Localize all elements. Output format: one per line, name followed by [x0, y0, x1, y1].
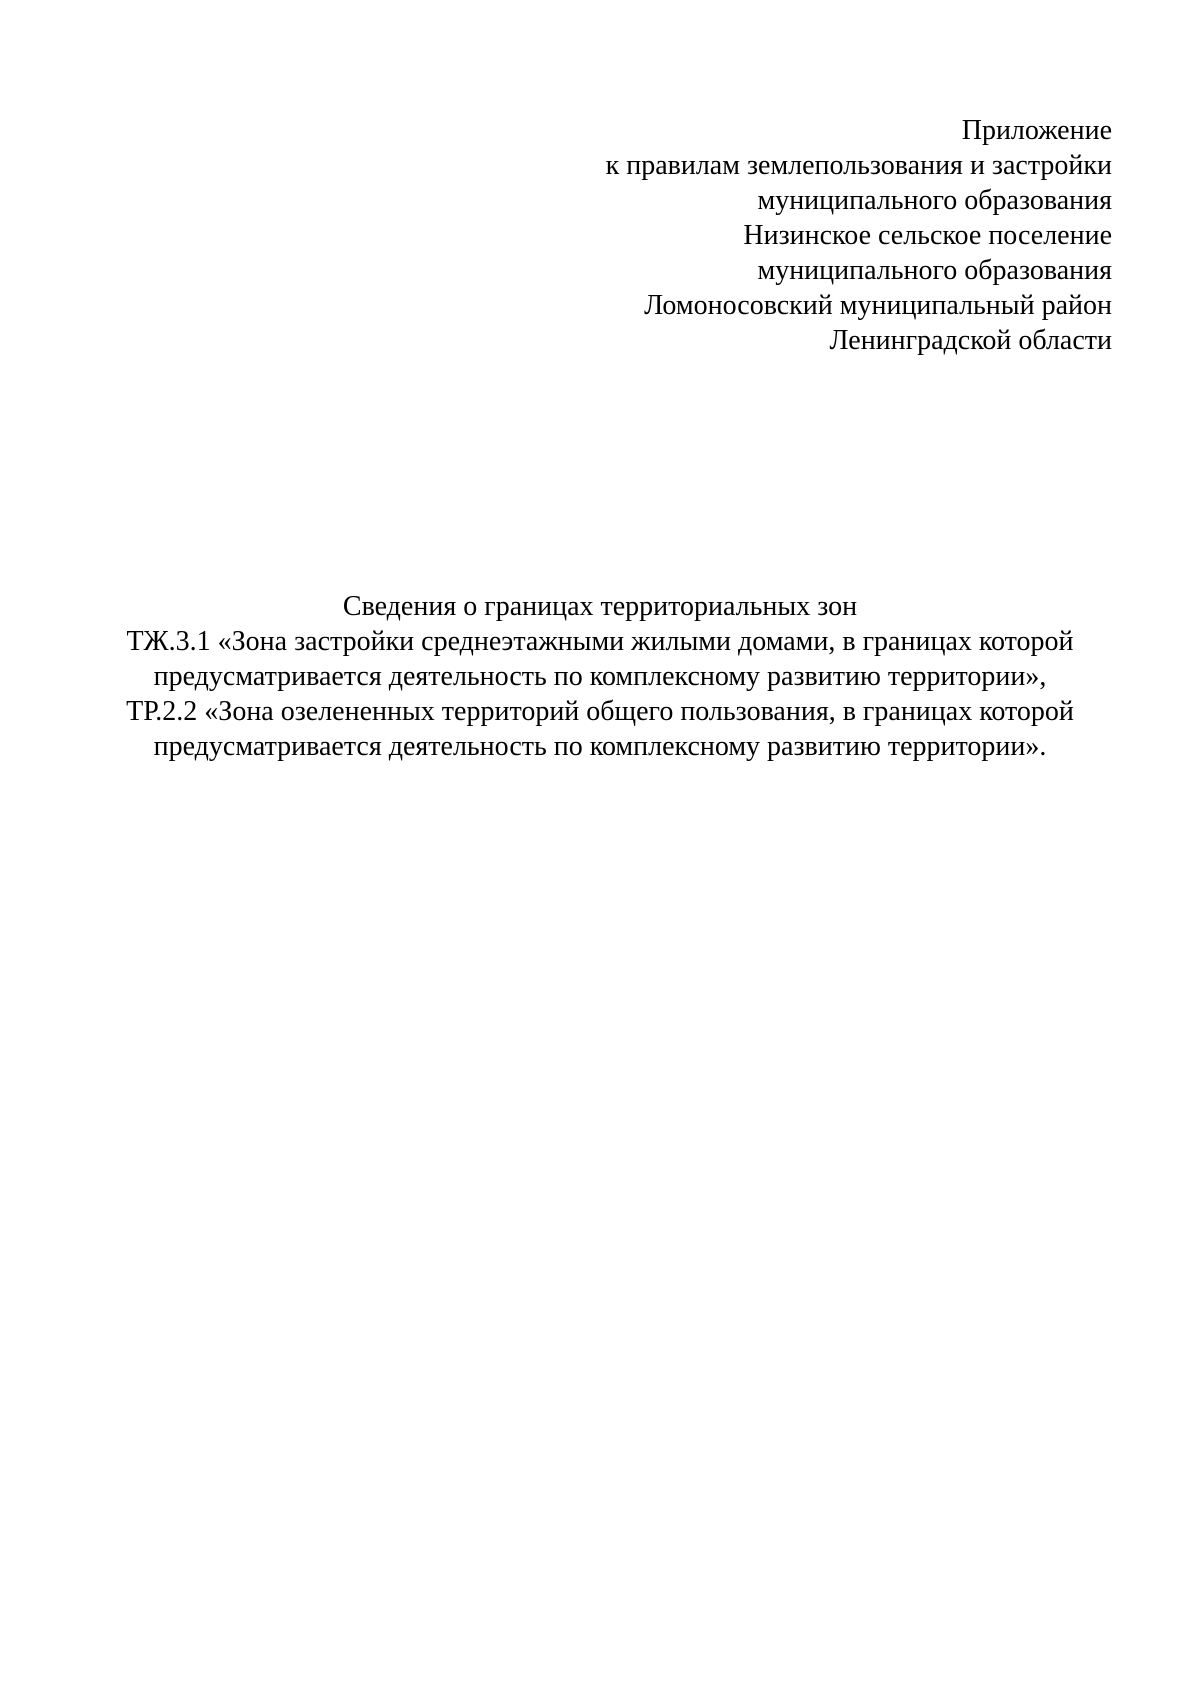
title-line: ТР.2.2 «Зона озелененных территорий общего пользования, в границах которой	[126, 696, 1074, 727]
title-line: ТЖ.3.1 «Зона застройки среднеэтажными жилыми домами, в границах которой	[126, 626, 1074, 657]
title-line: предусматривается деятельность по комплексному развитию территории».	[153, 731, 1047, 762]
title-heading: Сведения о границах территориальных зон	[342, 591, 858, 622]
appendix-header	[412, 113, 1112, 358]
appendix-line: муниципального образования	[757, 185, 1112, 216]
document-title	[0, 589, 1200, 764]
appendix-line: Ломоносовский муниципальный район	[644, 290, 1112, 321]
title-line: предусматривается деятельность по комплексному развитию территории»,	[153, 661, 1047, 692]
appendix-line: к правилам землепользования и застройки	[605, 150, 1112, 181]
appendix-line: Низинское сельское поселение	[743, 220, 1112, 251]
appendix-label: Приложение	[961, 115, 1112, 146]
appendix-line: муниципального образования	[757, 255, 1112, 286]
appendix-line: Ленинградской области	[829, 325, 1112, 356]
